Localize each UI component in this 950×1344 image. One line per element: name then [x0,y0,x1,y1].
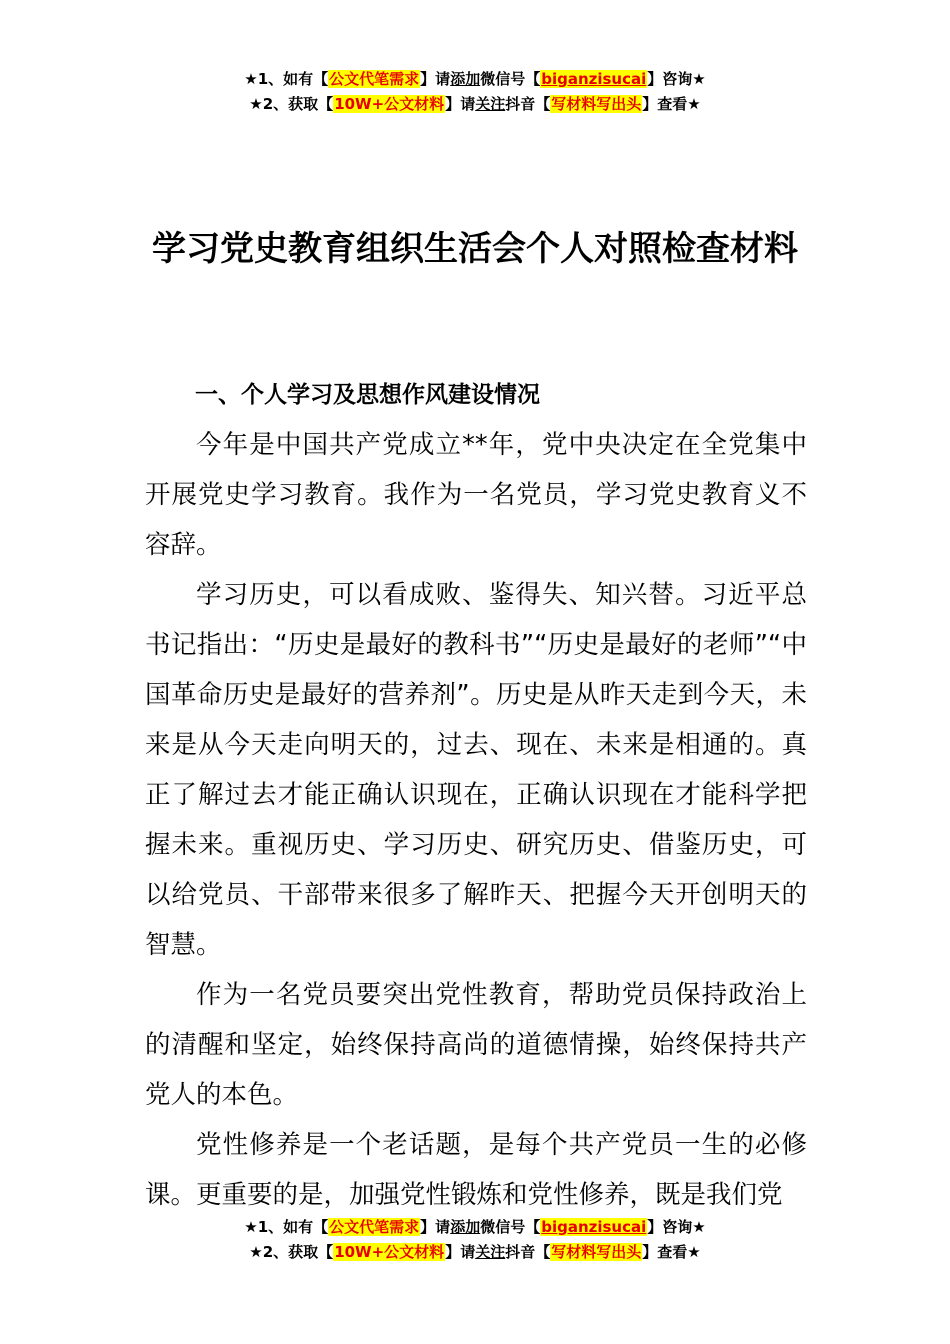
banner-text: 】查看★ [642,1243,701,1261]
banner-text: 】咨询★ [647,70,706,88]
wechat-id-link[interactable]: biganzisucai [541,1218,647,1236]
banner-text: 】请 [420,1218,451,1236]
document-title: 学习党史教育组织生活会个人对照检查材料 [152,229,798,269]
banner-text: ★1、如有【 [244,1218,329,1236]
service-highlight: 公文代笔需求 [329,70,420,88]
body-paragraph: 今年是中国共产党成立**年，党中央决定在全党集中开展党史学习教育。我作为一名党员，学习党史教育义不容辞。 [145,430,807,560]
banner-text: 】查看★ [642,95,701,113]
body-paragraph: 党性修养是一个老话题，是每个共产党员一生的必修课。更重要的是，加强党性锻炼和党性修养，既是我们党 [145,1130,807,1210]
materials-highlight: 10W+公文材料 [334,95,445,113]
banner-text: 】请 [445,1243,476,1261]
banner-text: ★2、获取【 [249,1243,334,1261]
body-paragraph: 学习历史，可以看成败、鉴得失、知兴替。习近平总书记指出：“历史是最好的教科书”“历史是最好的老师”“中国革命历史是最好的营养剂”。历史是从昨天走到今天，未来是从今天走向明天的，过去、现在、未来是相通的。真正了解过去才能正确认识现在，正确认识现在才能科学把握未来。重视历史、学习历史、研究历史、借鉴历史，可以给党员、干部带来很多了解昨天、把握今天开创明天的智慧。 [145,580,807,960]
body-paragraph: 作为一名党员要突出党性教育，帮助党员保持政治上的清醒和坚定，始终保持高尚的道德情操，始终保持共产党人的本色。 [145,980,807,1110]
banner-text: ★2、获取【 [249,95,334,113]
section-heading: 一、个人学习及思想作风建设情况 [195,382,540,408]
banner-text: 】咨询★ [647,1218,706,1236]
banner-underlined-text: 添加 [450,70,481,88]
footer-banner [0,1215,950,1265]
banner-text: ★1、如有【 [244,70,329,88]
banner-underlined-text: 添加 [450,1218,481,1236]
banner-underlined-text: 关注 [475,95,506,113]
banner-text: 微信号【 [480,1218,541,1236]
wechat-id-link[interactable]: biganzisucai [541,70,647,88]
banner-underlined-text: 关注 [475,1243,506,1261]
header-banner [0,67,950,117]
douyin-account-highlight: 写材料写出头 [551,1243,642,1261]
materials-highlight: 10W+公文材料 [334,1243,445,1261]
header-banner-line-1 [0,67,950,92]
document-body [145,370,807,1220]
service-highlight: 公文代笔需求 [329,1218,420,1236]
footer-banner-line-2 [0,1240,950,1265]
footer-banner-line-1 [0,1215,950,1240]
banner-text: 抖音【 [505,1243,551,1261]
banner-text: 】请 [420,70,451,88]
banner-text: 抖音【 [505,95,551,113]
header-banner-line-2 [0,92,950,117]
banner-text: 微信号【 [480,70,541,88]
douyin-account-highlight: 写材料写出头 [551,95,642,113]
banner-text: 】请 [445,95,476,113]
